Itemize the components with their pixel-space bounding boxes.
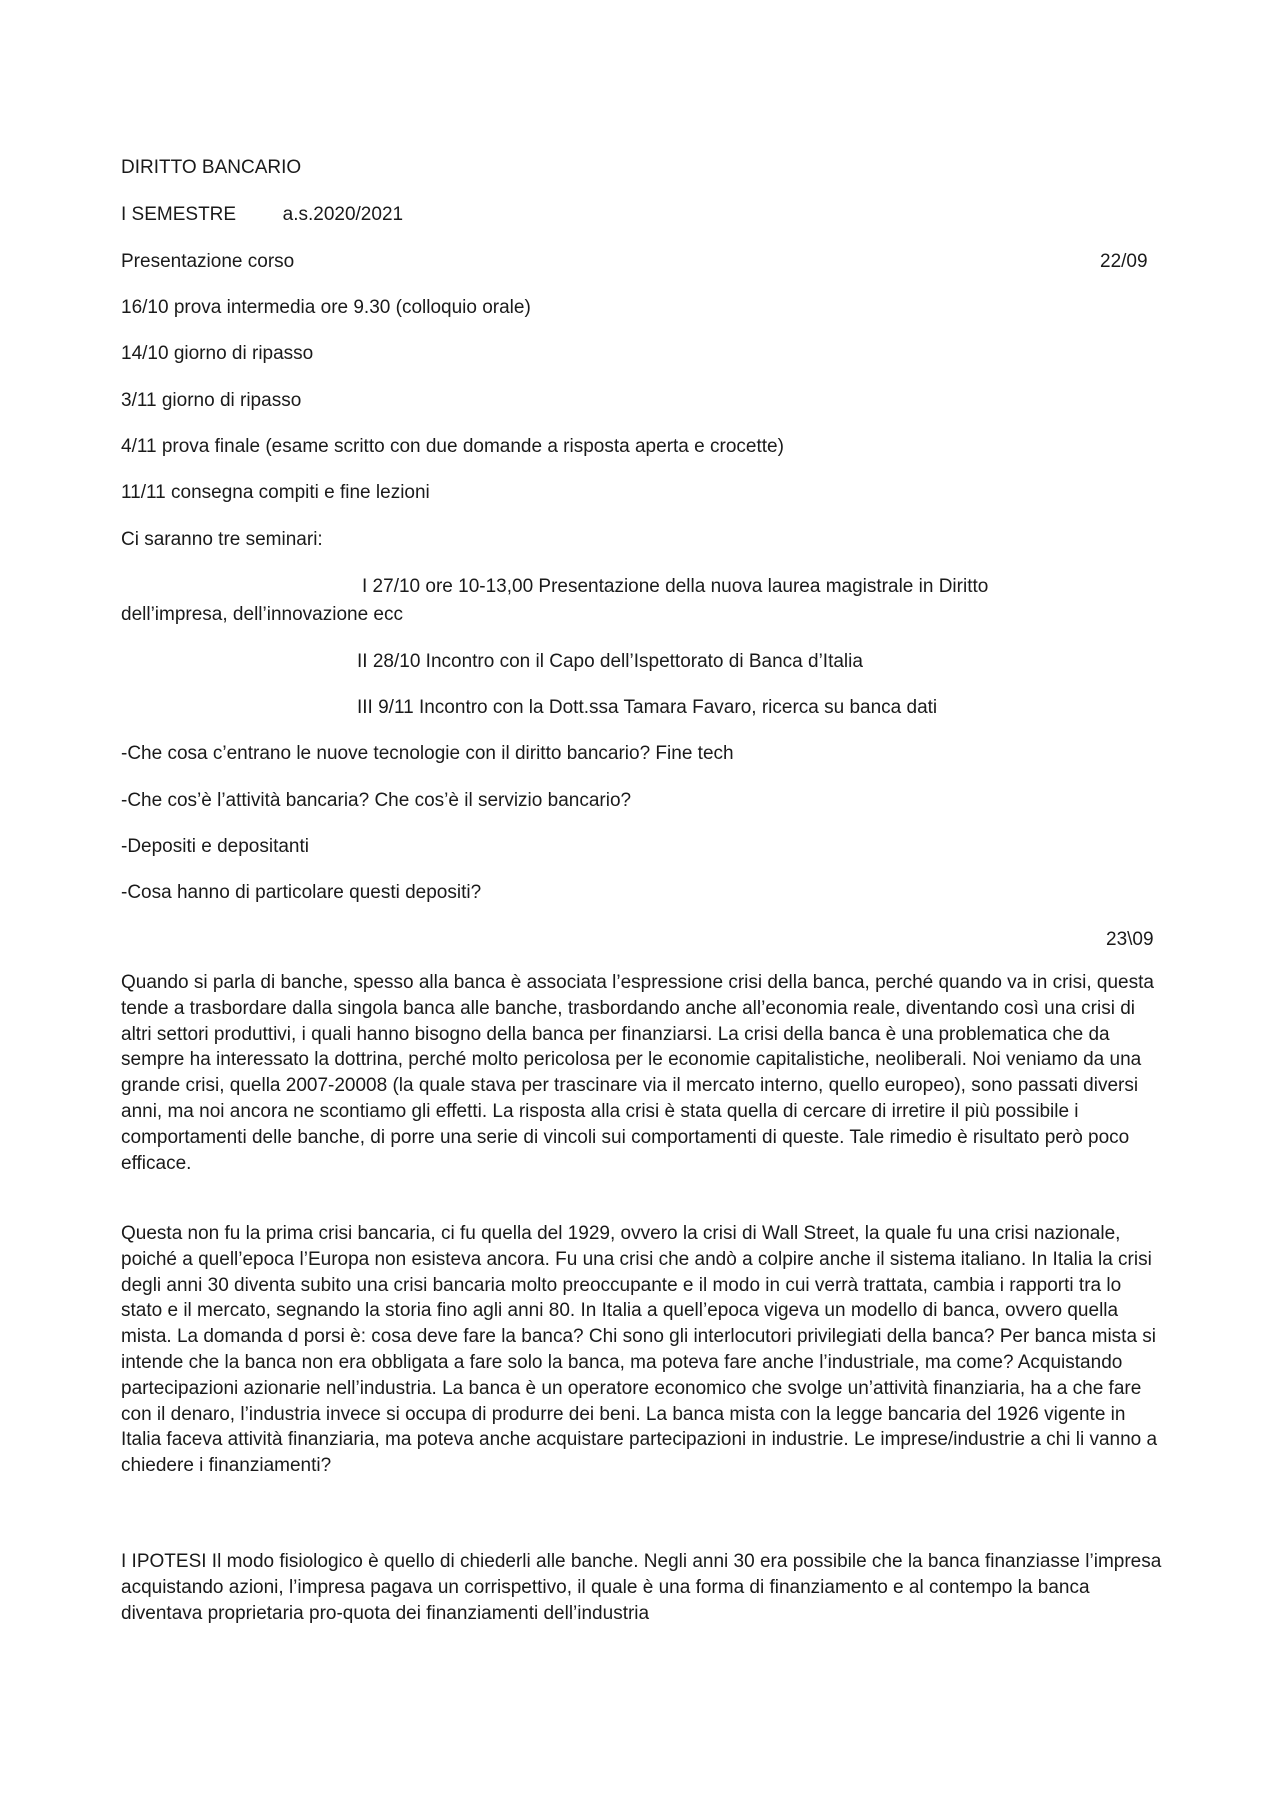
paragraph-crisi-1929: Questa non fu la prima crisi bancaria, ci fu quella del 1929, ovvero la crisi di Wall Street, la quale fu una crisi nazionale, poiché a quell’epoca l’Europa non esisteva ancora. Fu una crisi che andò a colpire anche il sistema italiano. In Italia la crisi degli anni 30 diventa subito una crisi bancaria molto preoccupante e il modo in cui verrà trattata, cambia i rapporti tra lo stato e il mercato, segnando la storia fino agli anni 80. In Italia a quell’epoca vigeva un modello di banca, ovvero quella mista. La domanda d porsi è: cosa deve fare la banca? Chi sono gli interlocutori privilegiati della banca? Per banca mista si intende che la banca non era obbligata a fare solo la banca, ma poteva fare anche l’industriale, ma come? Acquistando partecipazioni azionarie nell’industria. La banca è un operatore economico che svolge un’attività finanziaria, ha a che fare con il denaro, l’industria invece si occupa di produrre dei beni. La banca mista con la legge bancaria del 1926 vigente in Italia faceva attività finanziaria, ma poteva anche acquistare partecipazioni in industrie. Le imprese/industrie a chi li vanno a chiedere i finanziamenti? bbox=[121, 1223, 1158, 1477]
semester-line bbox=[121, 204, 403, 226]
schedule-item: 4/11 prova finale (esame scritto con due domande a risposta aperta e crocette) bbox=[121, 436, 784, 457]
date-22-09: 22/09 bbox=[1100, 251, 1148, 272]
academic-year: a.s.2020/2021 bbox=[282, 204, 404, 225]
schedule-first-item: Presentazione corso bbox=[121, 251, 295, 272]
question-item: -Cosa hanno di particolare questi depositi? bbox=[121, 882, 482, 903]
date-23-09: 23\09 bbox=[1106, 929, 1154, 950]
seminar-1-line1: I 27/10 ore 10-13,00 Presentazione della nuova laurea magistrale in Diritto bbox=[362, 576, 989, 597]
seminar-1-line2: dell’impresa, dell’innovazione ecc bbox=[121, 604, 403, 625]
document-title: DIRITTO BANCARIO bbox=[121, 157, 302, 178]
seminars-intro: Ci saranno tre seminari: bbox=[121, 529, 323, 550]
paragraph-ipotesi: I IPOTESI Il modo fisiologico è quello di chiederli alle banche. Negli anni 30 era possibile che la banca finanziasse l’impresa acquistando azioni, l’impresa pagava un corrispettivo, il quale è una forma di finanziamento e al contempo la banca diventava proprietaria pro-quota dei finanziamenti dell’industria bbox=[121, 1551, 1162, 1624]
question-item: -Che cos’è l’attività bancaria? Che cos’è il servizio bancario? bbox=[121, 790, 632, 811]
question-item: -Depositi e depositanti bbox=[121, 836, 309, 857]
question-item: -Che cosa c’entrano le nuove tecnologie con il diritto bancario? Fine tech bbox=[121, 743, 734, 764]
schedule-item: 16/10 prova intermedia ore 9.30 (colloquio orale) bbox=[121, 297, 531, 318]
semester-label: I SEMESTRE bbox=[121, 204, 237, 225]
seminar-2: II 28/10 Incontro con il Capo dell’Ispettorato di Banca d’Italia bbox=[357, 651, 863, 672]
paragraph-crisi-banca: Quando si parla di banche, spesso alla banca è associata l’espressione crisi della banca, perché quando va in crisi, questa tende a trasbordare dalla singola banca alle banche, trasbordando anche all’economia reale, diventando così una crisi di altri settori produttivi, i quali hanno bisogno della banca per finanziarsi. La crisi della banca è una problematica che da sempre ha interessato la dottrina, perché molto pericolosa per le economie capitalistiche, neoliberali. Noi veniamo da una grande crisi, quella 2007-20008 (la quale stava per trascinare via il mercato interno, quello europeo), sono passati diversi anni, ma noi ancora ne scontiamo gli effetti. La risposta alla crisi è stata quella di cercare di irretire il più possibile i comportamenti delle banche, di porre una serie di vincoli sui comportamenti di queste. Tale rimedio è risultato però poco efficace. bbox=[121, 972, 1154, 1174]
schedule-item: 11/11 consegna compiti e fine lezioni bbox=[121, 482, 430, 503]
schedule-item: 3/11 giorno di ripasso bbox=[121, 390, 302, 411]
schedule-item: 14/10 giorno di ripasso bbox=[121, 343, 314, 364]
seminar-3: III 9/11 Incontro con la Dott.ssa Tamara Favaro, ricerca su banca dati bbox=[357, 697, 938, 718]
